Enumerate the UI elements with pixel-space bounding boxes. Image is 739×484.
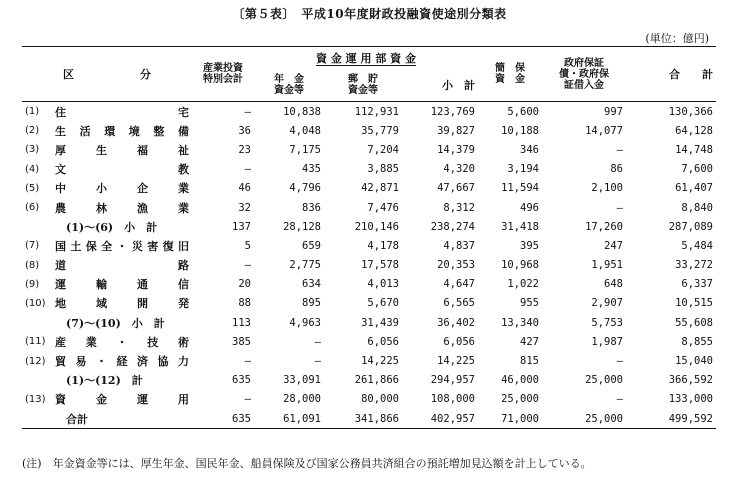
cell-c7: 6,337 <box>681 278 713 291</box>
cell-c1: 23 <box>238 143 251 156</box>
cell-c3: 210,146 <box>354 220 399 233</box>
cell-c2: 2,775 <box>289 259 321 272</box>
cell-c3: 112,931 <box>354 105 399 118</box>
cell-c3: 35,779 <box>361 124 399 137</box>
cell-c4: 39,827 <box>437 124 475 137</box>
cell-c7: 55,608 <box>675 316 713 329</box>
table-row <box>22 313 716 332</box>
header-shokei: 小 計 <box>402 69 478 102</box>
cell-c7: 5,484 <box>681 239 713 252</box>
row-label: (1)～(12) 計 <box>66 374 143 388</box>
header-shikin-group: 資 金 運 用 部 資 金 <box>316 52 416 65</box>
cell-c6: 25,000 <box>585 374 623 387</box>
cell-c3: 7,204 <box>367 143 399 156</box>
cell-c4: 47,667 <box>437 182 475 195</box>
cell-c2: 4,963 <box>289 316 321 329</box>
row-label: 貿易・経済協力 <box>55 355 189 369</box>
table-row <box>22 390 716 409</box>
cell-c6: 247 <box>604 239 623 252</box>
cell-c1: 46 <box>238 182 251 195</box>
cell-c4: 6,056 <box>443 335 475 348</box>
table-row <box>22 409 716 429</box>
row-number: (6) <box>25 202 40 214</box>
cell-c1: 20 <box>238 278 251 291</box>
cell-c1: — <box>244 163 251 176</box>
table-row <box>22 198 716 217</box>
table-row <box>22 371 716 390</box>
header-yubin: 郵 貯 資金等 <box>324 69 402 102</box>
cell-c6: 5,753 <box>591 316 623 329</box>
row-number: (2) <box>25 125 40 137</box>
cell-c6: 2,907 <box>591 297 623 310</box>
row-label: 生活環境整備 <box>55 124 189 138</box>
cell-c7: 287,089 <box>668 220 713 233</box>
table-row <box>22 160 716 179</box>
row-label: 農林漁業 <box>55 201 189 215</box>
unit-label: (単位：億円) <box>645 32 709 45</box>
cell-c3: 4,178 <box>367 239 399 252</box>
cell-c6: 86 <box>610 163 623 176</box>
cell-c2: 895 <box>302 297 321 310</box>
row-number <box>22 313 52 332</box>
cell-c4: 14,225 <box>437 355 475 368</box>
cell-c1: 137 <box>232 220 251 233</box>
cell-c3: 7,476 <box>367 201 399 214</box>
cell-c2: 28,000 <box>283 393 321 406</box>
row-label: 資金運用 <box>55 393 189 407</box>
header-kanpo: 簡 保 資 金 <box>478 47 542 102</box>
cell-c7: 133,000 <box>668 393 713 406</box>
row-number: (10) <box>25 297 46 309</box>
row-number: (11) <box>25 336 46 348</box>
cell-c1: 635 <box>232 412 251 425</box>
row-number: (3) <box>25 144 40 156</box>
cell-c7: 10,515 <box>675 297 713 310</box>
cell-c5: 13,340 <box>501 316 539 329</box>
cell-c3: 3,885 <box>367 163 399 176</box>
cell-c6: — <box>616 201 623 214</box>
cell-c1: — <box>244 393 251 406</box>
cell-c3: 5,670 <box>367 297 399 310</box>
cell-c1: — <box>244 355 251 368</box>
row-label: 国土保全・災害復旧 <box>55 239 189 253</box>
allocation-table <box>22 46 716 429</box>
table-row <box>22 102 716 122</box>
cell-c3: 17,578 <box>361 259 399 272</box>
cell-c1: 113 <box>232 316 251 329</box>
cell-c3: 31,439 <box>361 316 399 329</box>
table-title: 〔第５表〕 平成10年度財政投融資使途別分類表 <box>232 7 507 21</box>
table-row <box>22 217 716 236</box>
cell-c1: 32 <box>238 201 251 214</box>
row-number: (7) <box>25 240 40 252</box>
cell-c4: 14,379 <box>437 143 475 156</box>
cell-c6: 1,951 <box>591 259 623 272</box>
cell-c7: 33,272 <box>675 259 713 272</box>
table-row <box>22 275 716 294</box>
cell-c4: 4,647 <box>443 278 475 291</box>
cell-c7: 130,366 <box>668 105 713 118</box>
cell-c3: 4,013 <box>367 278 399 291</box>
cell-c5: 25,000 <box>501 393 539 406</box>
row-label: 運輸通信 <box>55 278 189 292</box>
cell-c3: 261,866 <box>354 374 399 387</box>
cell-c5: 395 <box>520 239 539 252</box>
cell-c5: 5,600 <box>507 105 539 118</box>
cell-c1: — <box>244 259 251 272</box>
cell-c2: — <box>314 355 321 368</box>
cell-c6: 14,077 <box>585 124 623 137</box>
row-label: 住宅 <box>55 105 189 119</box>
header-category: 区 分 <box>22 47 192 102</box>
cell-c3: 6,056 <box>367 335 399 348</box>
cell-c3: 42,871 <box>361 182 399 195</box>
header-nenkin: 年 金 資金等 <box>254 69 324 102</box>
cell-c5: 10,188 <box>501 124 539 137</box>
table-row <box>22 236 716 255</box>
cell-c2: 28,128 <box>283 220 321 233</box>
cell-c7: 15,040 <box>675 355 713 368</box>
cell-c2: 634 <box>302 278 321 291</box>
cell-c3: 80,000 <box>361 393 399 406</box>
cell-c1: 36 <box>238 124 251 137</box>
cell-c6: — <box>616 143 623 156</box>
cell-c7: 14,748 <box>675 143 713 156</box>
cell-c4: 294,957 <box>430 374 475 387</box>
row-label: (1)～(6) 小 計 <box>66 220 158 234</box>
header-total: 合 計 <box>626 47 716 102</box>
footnote: (注) 年金資金等には、厚生年金、国民年金、船員保険及び国家公務員共済組合の預託増加見込額を計上している。 <box>22 457 592 470</box>
cell-c4: 36,402 <box>437 316 475 329</box>
cell-c4: 108,000 <box>430 393 475 406</box>
cell-c5: 815 <box>520 355 539 368</box>
cell-c2: 836 <box>302 201 321 214</box>
cell-c7: 8,855 <box>681 335 713 348</box>
table-row <box>22 294 716 313</box>
cell-c3: 341,866 <box>354 412 399 425</box>
row-label: 文教 <box>55 163 189 177</box>
row-label: (7)～(10) 小 計 <box>66 316 165 330</box>
table-row <box>22 351 716 370</box>
cell-c4: 402,957 <box>430 412 475 425</box>
row-number: (4) <box>25 163 40 175</box>
row-label: 道路 <box>55 259 189 273</box>
cell-c5: 1,022 <box>507 278 539 291</box>
cell-c5: 496 <box>520 201 539 214</box>
cell-c2: 4,048 <box>289 124 321 137</box>
cell-c5: 11,594 <box>501 182 539 195</box>
cell-c5: 3,194 <box>507 163 539 176</box>
row-label: 産業・技術 <box>55 335 189 349</box>
cell-c2: 10,838 <box>283 105 321 118</box>
cell-c2: 61,091 <box>283 412 321 425</box>
row-number: (8) <box>25 259 40 271</box>
cell-c4: 8,312 <box>443 201 475 214</box>
cell-c7: 8,840 <box>681 201 713 214</box>
cell-c2: 435 <box>302 163 321 176</box>
cell-c5: 31,418 <box>501 220 539 233</box>
table-row <box>22 256 716 275</box>
cell-c2: 33,091 <box>283 374 321 387</box>
cell-c1: 5 <box>244 239 251 252</box>
cell-c6: 25,000 <box>585 412 623 425</box>
row-number <box>22 371 52 390</box>
cell-c4: 238,274 <box>430 220 475 233</box>
cell-c7: 61,407 <box>675 182 713 195</box>
cell-c1: 635 <box>232 374 251 387</box>
row-label: 地域開発 <box>55 297 189 311</box>
cell-c6: 1,987 <box>591 335 623 348</box>
row-label: 厚生福祉 <box>55 143 189 157</box>
cell-c4: 6,565 <box>443 297 475 310</box>
row-number: (5) <box>25 182 40 194</box>
cell-c5: 955 <box>520 297 539 310</box>
cell-c6: 17,260 <box>585 220 623 233</box>
cell-c6: 997 <box>604 105 623 118</box>
table-row <box>22 179 716 198</box>
cell-c2: 7,175 <box>289 143 321 156</box>
cell-c4: 4,320 <box>443 163 475 176</box>
row-number: (12) <box>25 355 46 367</box>
cell-c5: 46,000 <box>501 374 539 387</box>
cell-c3: 14,225 <box>361 355 399 368</box>
row-number <box>22 217 52 236</box>
cell-c4: 4,837 <box>443 239 475 252</box>
cell-c1: 88 <box>238 297 251 310</box>
cell-c2: — <box>314 335 321 348</box>
row-number: (1) <box>25 106 40 118</box>
cell-c5: 427 <box>520 335 539 348</box>
cell-c7: 366,592 <box>668 374 713 387</box>
cell-c6: 2,100 <box>591 182 623 195</box>
cell-c5: 71,000 <box>501 412 539 425</box>
table-row <box>22 332 716 351</box>
cell-c6: — <box>616 355 623 368</box>
cell-c6: — <box>616 393 623 406</box>
row-number: (13) <box>25 393 46 405</box>
cell-c7: 499,592 <box>668 412 713 425</box>
row-label: 中小企業 <box>55 182 189 196</box>
cell-c1: — <box>244 105 251 118</box>
cell-c6: 648 <box>604 278 623 291</box>
cell-c4: 20,353 <box>437 259 475 272</box>
table-row <box>22 121 716 140</box>
cell-c2: 4,796 <box>289 182 321 195</box>
header-tokubetsu: 産業投資 特別会計 <box>192 47 254 102</box>
cell-c2: 659 <box>302 239 321 252</box>
cell-c7: 64,128 <box>675 124 713 137</box>
row-number <box>22 409 52 429</box>
table-row <box>22 140 716 159</box>
cell-c1: 385 <box>232 335 251 348</box>
row-label: 合計 <box>66 412 88 426</box>
header-hosho: 政府保証 債・政府保 証借入金 <box>542 47 626 102</box>
cell-c4: 123,769 <box>430 105 475 118</box>
cell-c5: 10,968 <box>501 259 539 272</box>
cell-c5: 346 <box>520 143 539 156</box>
row-number: (9) <box>25 278 40 290</box>
cell-c7: 7,600 <box>681 163 713 176</box>
